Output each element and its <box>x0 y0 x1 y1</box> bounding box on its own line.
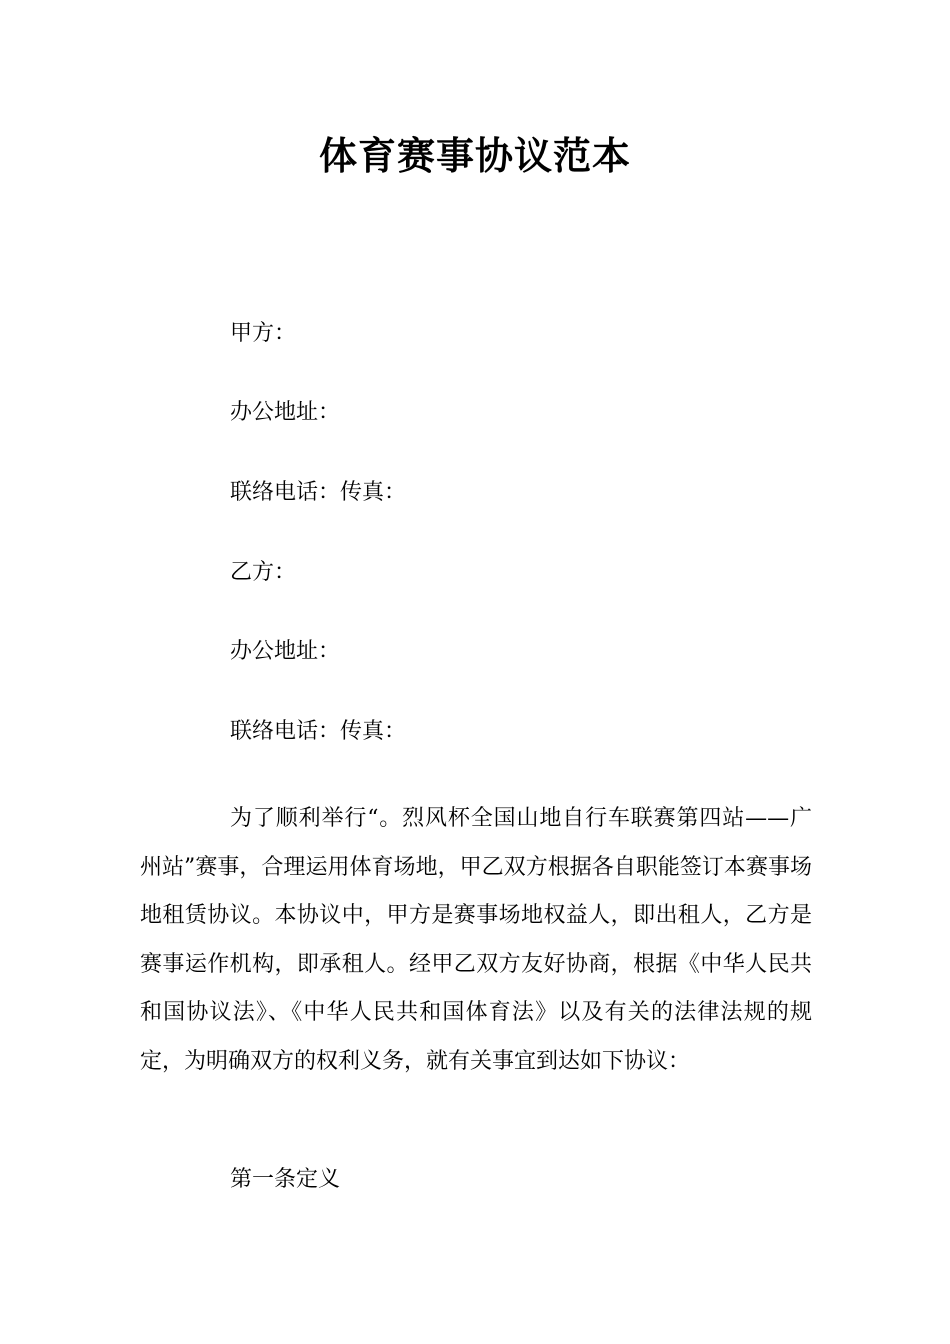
party-b-name-label: 乙方： <box>230 560 297 585</box>
party-a-name-label: 甲方： <box>230 321 297 346</box>
document-title: 体育赛事协议范本 <box>318 134 631 178</box>
party-b-address-label: 办公地址： <box>230 639 341 664</box>
article-1-heading: 第一条定义 <box>230 1167 341 1192</box>
preamble-paragraph: 为了顺利举行“。烈风杯全国山地自行车联赛第四站——广州站”赛事，合理运用体育场地，甲乙双方根据各自职能签订本赛事场地租赁协议。本协议中，甲方是赛事场地权益人，即出租人，乙方是赛事运作机构，即承租人。经甲乙双方友好协商，根据《中华人民共和国协议法》、《中华人民共和国体育法》以及有关的法律法规的规定，为明确双方的权利义务，就有关事宜到达如下协议： <box>140 806 812 1074</box>
party-a-contact-label: 联络电话：传真： <box>230 480 407 505</box>
party-a-address-label: 办公地址： <box>230 400 341 425</box>
party-b-contact-label: 联络电话：传真： <box>230 719 407 744</box>
